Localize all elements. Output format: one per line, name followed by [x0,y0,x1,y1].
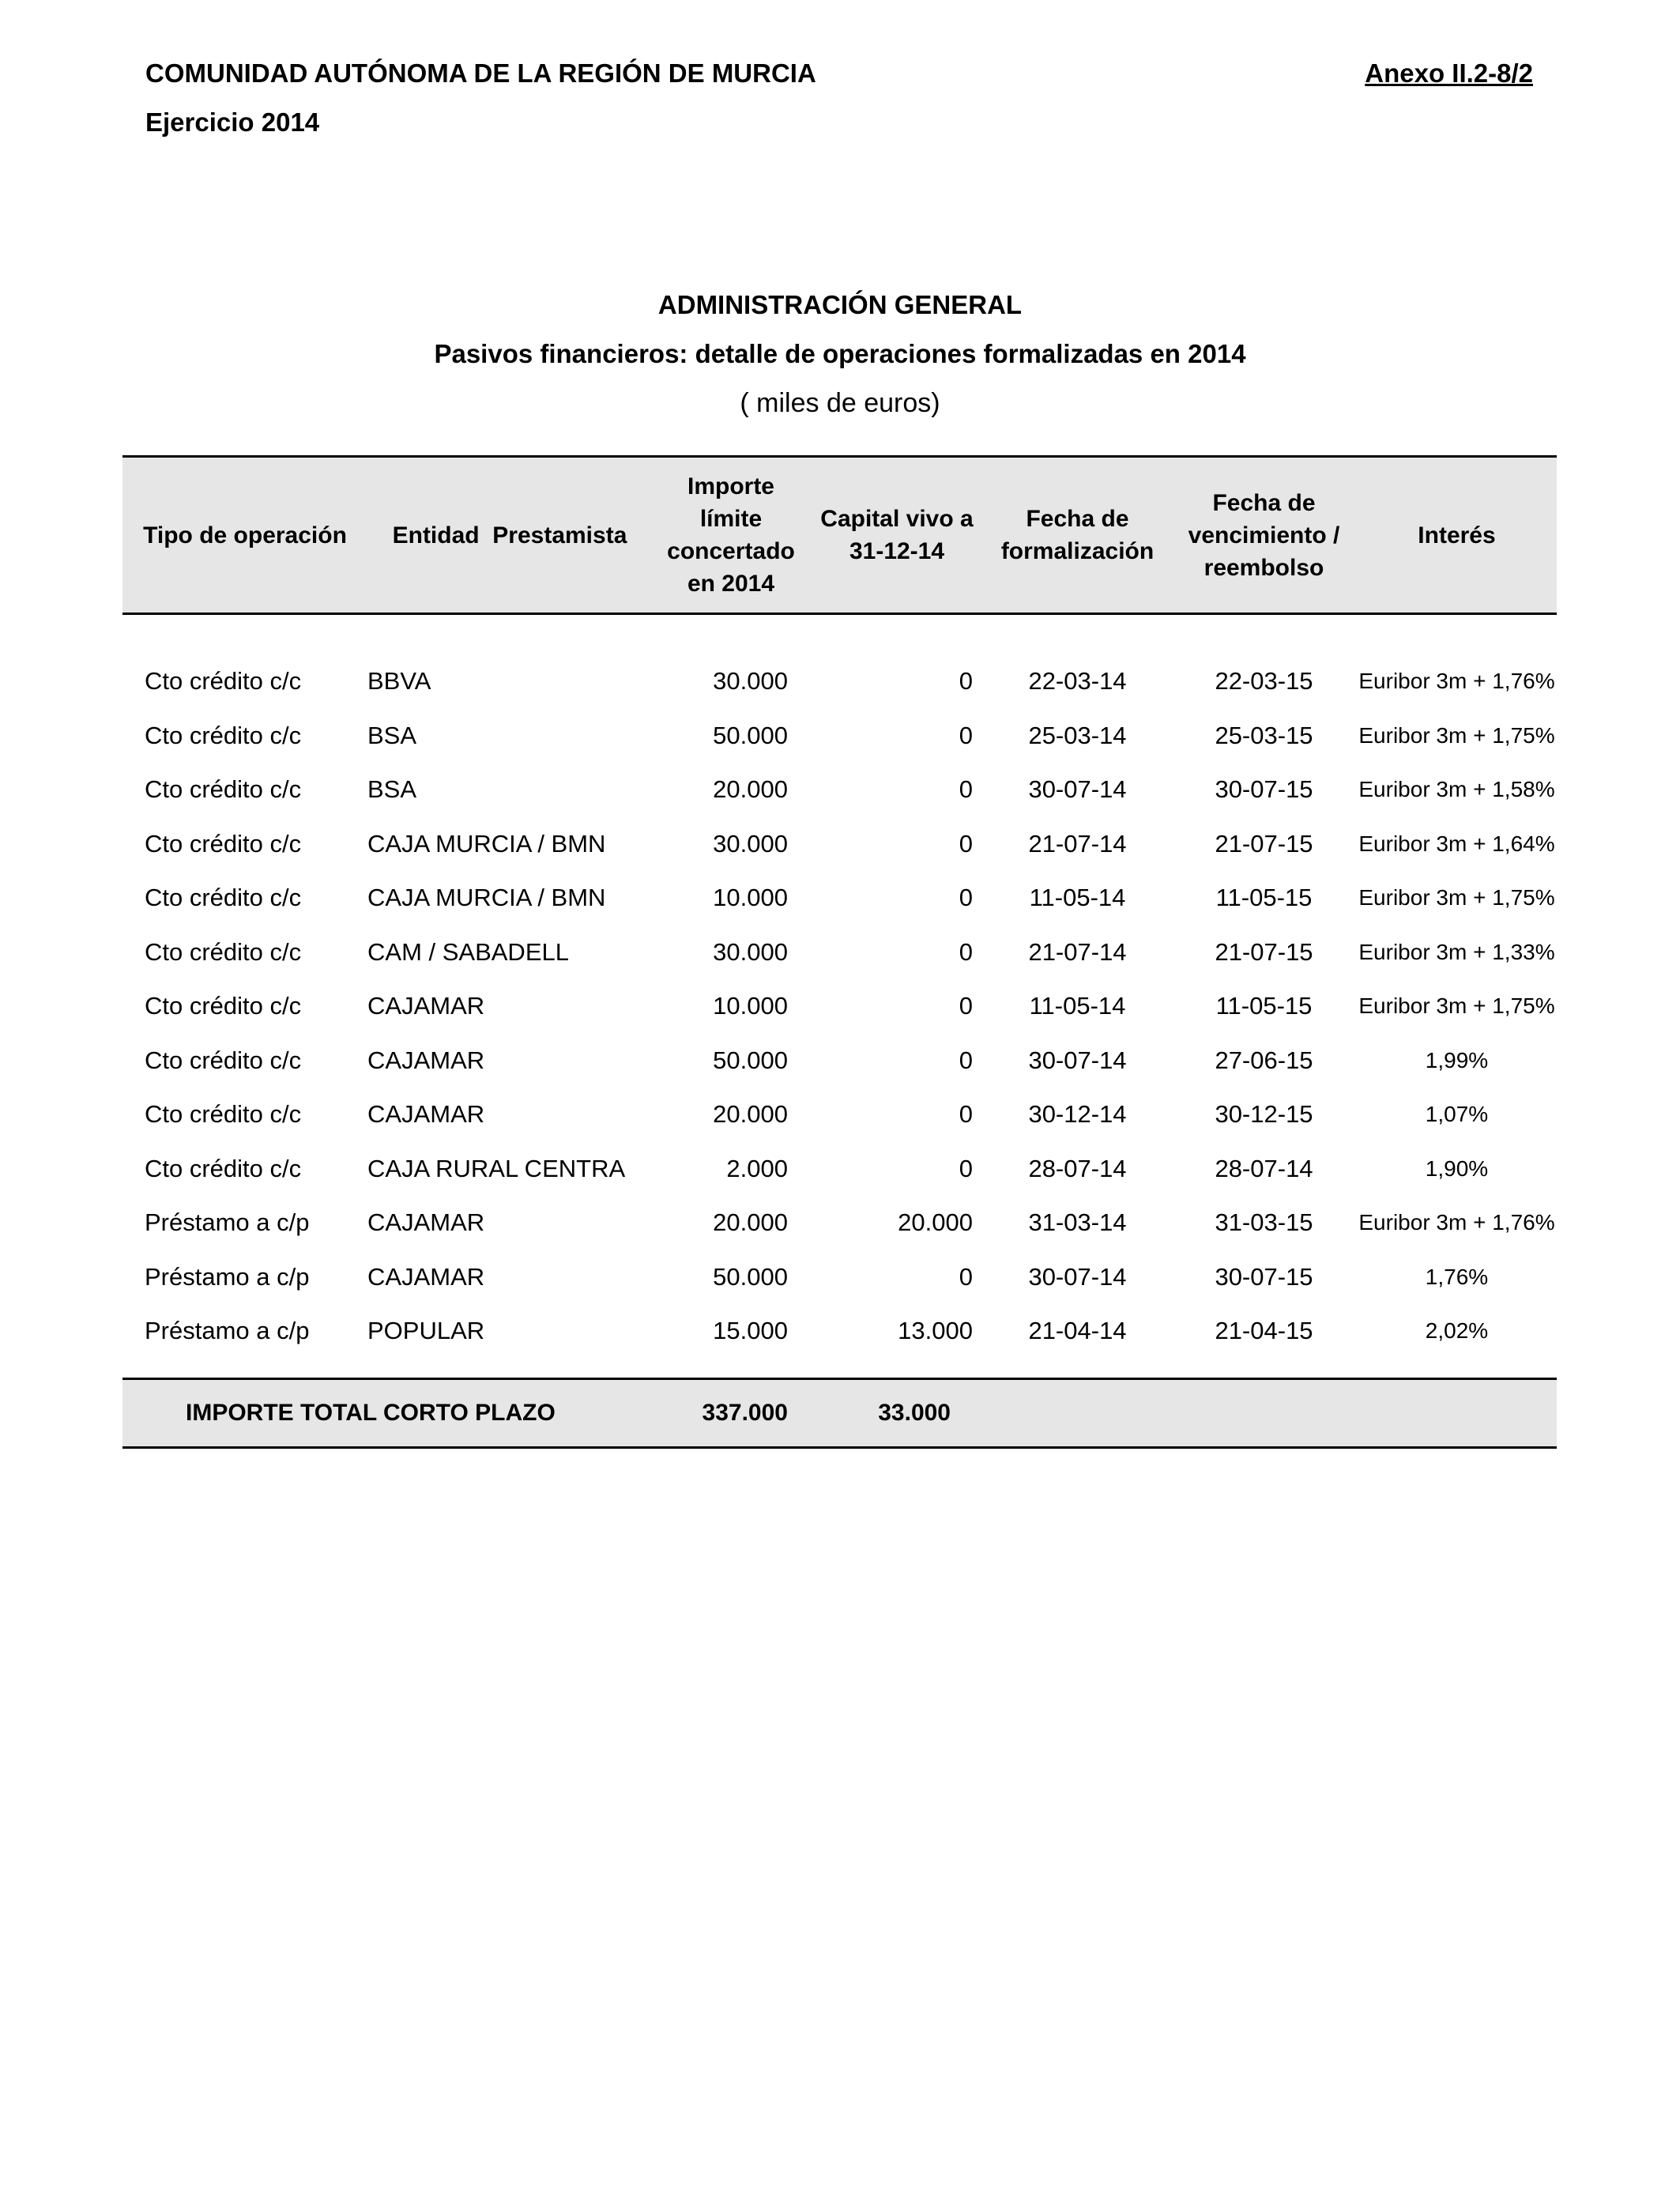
cell-entidad: CAJA RURAL CENTRA [367,1154,626,1182]
total-empty-cell [984,1378,1171,1447]
cell-fecha-vencimiento: 11-05-15 [1215,992,1313,1020]
cell-entidad: CAJAMAR [367,1208,485,1237]
annex-reference: Anexo II.2-8/2 [1365,58,1533,88]
cell-entidad: CAM / SABADELL [367,937,569,966]
col-header-importe: Importe límite concertado en 2014 [667,473,795,597]
cell-interes: 2,02% [1425,1318,1489,1344]
cell-fecha-vencimiento: 30-07-15 [1215,775,1313,804]
cell-capital: 0 [959,1046,973,1074]
col-header-interes: Interés [1418,522,1496,548]
cell-fecha-formalizacion: 30-07-14 [1028,1046,1127,1074]
table-header-row [122,457,1557,614]
fiscal-year: Ejercicio 2014 [145,107,320,137]
cell-fecha-vencimiento: 25-03-15 [1215,721,1313,749]
cell-importe: 50.000 [713,1262,788,1291]
cell-capital: 0 [959,884,973,912]
cell-entidad: BSA [367,775,417,804]
table-row [122,1304,1557,1359]
cell-tipo: Préstamo a c/p [145,1262,310,1291]
cell-tipo: Cto crédito c/c [145,775,302,804]
cell-fecha-vencimiento: 21-07-15 [1215,829,1313,858]
total-empty-cell [1171,1378,1357,1447]
cell-capital: 13.000 [898,1317,973,1345]
table-bottom-spacer [122,1359,1557,1379]
document-header [145,55,816,153]
cell-fecha-formalizacion: 22-03-14 [1028,667,1127,696]
table-row [122,654,1557,709]
cell-capital: 0 [959,937,973,966]
cell-interes: Euribor 3m + 1,58% [1358,777,1555,802]
cell-tipo: Cto crédito c/c [145,1046,302,1074]
cell-capital: 0 [959,992,973,1020]
cell-tipo: Cto crédito c/c [145,992,302,1020]
total-importe: 337.000 [702,1399,788,1426]
cell-importe: 15.000 [713,1317,788,1345]
col-header-capital: Capital vivo a 31-12-14 [820,506,974,564]
title-block [0,286,1680,422]
cell-entidad: POPULAR [367,1317,485,1345]
cell-fecha-formalizacion: 21-04-14 [1028,1317,1127,1345]
cell-importe: 10.000 [713,884,788,912]
cell-capital: 0 [959,721,973,749]
cell-interes: Euribor 3m + 1,76% [1358,1210,1555,1235]
cell-tipo: Cto crédito c/c [145,829,302,858]
cell-capital: 0 [959,1262,973,1291]
organization-name: COMUNIDAD AUTÓNOMA DE LA REGIÓN DE MURCIA [145,58,816,88]
cell-importe: 30.000 [713,829,788,858]
cell-interes: Euribor 3m + 1,33% [1358,939,1555,964]
cell-capital: 20.000 [898,1208,973,1237]
cell-fecha-vencimiento: 22-03-15 [1215,667,1313,696]
cell-importe: 20.000 [713,775,788,804]
col-header-formalizacion: Fecha de formalización [1000,506,1155,564]
cell-capital: 0 [959,775,973,804]
cell-entidad: BSA [367,721,417,749]
table-row [122,1142,1557,1197]
cell-fecha-formalizacion: 30-07-14 [1028,775,1127,804]
cell-interes: 1,07% [1425,1102,1489,1127]
cell-tipo: Cto crédito c/c [145,721,302,749]
cell-fecha-vencimiento: 30-12-15 [1215,1100,1313,1129]
units-note: ( miles de euros) [740,388,940,418]
col-header-entidad: Entidad Prestamista [392,522,627,548]
cell-fecha-formalizacion: 30-12-14 [1028,1100,1127,1129]
cell-fecha-vencimiento: 21-04-15 [1215,1317,1313,1345]
cell-importe: 50.000 [713,1046,788,1074]
cell-importe: 10.000 [713,992,788,1020]
table-row [122,763,1557,817]
cell-fecha-formalizacion: 11-05-14 [1029,992,1126,1020]
col-header-vencimiento: Fecha de vencimiento / reembolso [1188,489,1340,581]
cell-interes: 1,76% [1425,1264,1489,1289]
cell-interes: Euribor 3m + 1,75% [1358,722,1555,748]
operations-table-container [122,455,1557,1449]
cell-interes: Euribor 3m + 1,76% [1358,669,1555,694]
table-row [122,871,1557,925]
cell-fecha-formalizacion: 31-03-14 [1028,1208,1127,1237]
operations-table [122,455,1557,1449]
cell-fecha-vencimiento: 28-07-14 [1215,1154,1313,1182]
total-empty-cell [1357,1378,1557,1447]
cell-importe: 30.000 [713,937,788,966]
cell-interes: 1,99% [1425,1047,1489,1072]
table-row [122,1196,1557,1250]
cell-fecha-formalizacion: 25-03-14 [1028,721,1127,749]
cell-fecha-vencimiento: 21-07-15 [1215,937,1313,966]
cell-entidad: BBVA [367,667,431,696]
cell-fecha-formalizacion: 11-05-14 [1029,884,1126,912]
cell-tipo: Cto crédito c/c [145,884,302,912]
col-header-tipo: Tipo de operación [143,522,347,548]
table-row [122,979,1557,1034]
cell-fecha-formalizacion: 21-07-14 [1028,937,1127,966]
cell-tipo: Cto crédito c/c [145,667,302,696]
cell-importe: 30.000 [713,667,788,696]
table-row [122,709,1557,763]
cell-fecha-vencimiento: 30-07-15 [1215,1262,1313,1291]
cell-importe: 20.000 [713,1100,788,1129]
table-row [122,1088,1557,1142]
cell-tipo: Cto crédito c/c [145,937,302,966]
cell-entidad: CAJAMAR [367,1046,485,1074]
cell-interes: 1,90% [1425,1155,1489,1181]
cell-capital: 0 [959,1154,973,1182]
cell-fecha-formalizacion: 30-07-14 [1028,1262,1127,1291]
total-capital: 33.000 [878,1399,951,1426]
cell-importe: 2.000 [726,1154,788,1182]
cell-fecha-vencimiento: 11-05-15 [1215,884,1313,912]
table-title: Pasivos financieros: detalle de operaciones formalizadas en 2014 [434,339,1246,368]
cell-entidad: CAJA MURCIA / BMN [367,829,606,858]
cell-tipo: Cto crédito c/c [145,1154,302,1182]
cell-tipo: Cto crédito c/c [145,1100,302,1129]
cell-fecha-vencimiento: 31-03-15 [1215,1208,1313,1237]
table-row [122,1250,1557,1305]
total-row [122,1378,1557,1447]
cell-interes: Euribor 3m + 1,64% [1358,831,1555,856]
cell-fecha-vencimiento: 27-06-15 [1215,1046,1313,1074]
table-body [122,614,1557,1379]
cell-tipo: Préstamo a c/p [145,1208,310,1237]
cell-capital: 0 [959,829,973,858]
table-row [122,1034,1557,1088]
cell-entidad: CAJAMAR [367,992,485,1020]
cell-entidad: CAJAMAR [367,1262,485,1291]
cell-importe: 50.000 [713,721,788,749]
cell-fecha-formalizacion: 28-07-14 [1028,1154,1127,1182]
total-label: IMPORTE TOTAL CORTO PLAZO [186,1399,556,1426]
cell-capital: 0 [959,667,973,696]
cell-interes: Euribor 3m + 1,75% [1358,993,1555,1019]
cell-entidad: CAJAMAR [367,1100,485,1129]
cell-importe: 20.000 [713,1208,788,1237]
cell-interes: Euribor 3m + 1,75% [1358,885,1555,910]
cell-entidad: CAJA MURCIA / BMN [367,884,606,912]
cell-tipo: Préstamo a c/p [145,1317,310,1345]
table-row [122,925,1557,980]
table-spacer [122,614,1557,655]
section-title: ADMINISTRACIÓN GENERAL [657,290,1023,319]
cell-capital: 0 [959,1100,973,1129]
cell-fecha-formalizacion: 21-07-14 [1028,829,1127,858]
table-row [122,817,1557,872]
